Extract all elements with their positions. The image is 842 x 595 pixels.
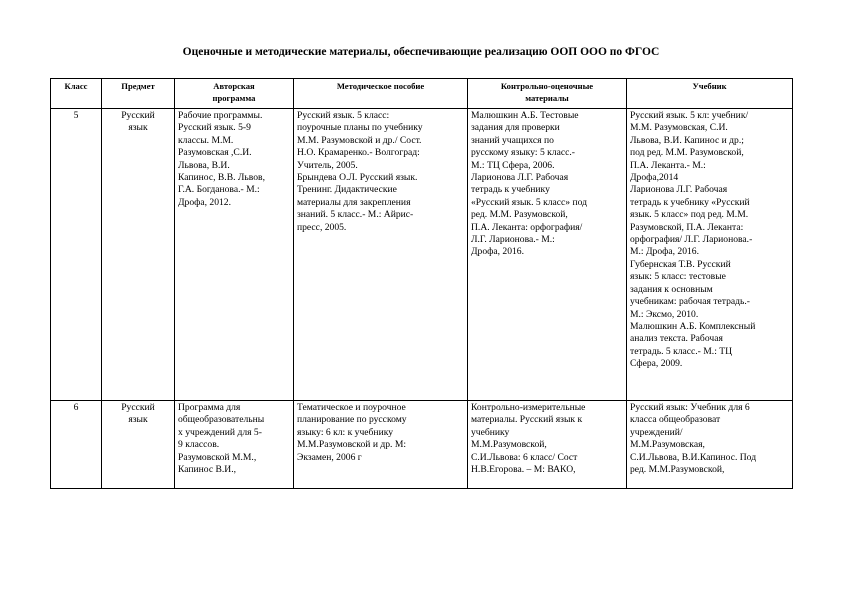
- text-line: учреждений/: [630, 426, 683, 438]
- text-line: русскому языку: 5 класс.-: [471, 147, 575, 159]
- text-line: материалы: [525, 93, 569, 103]
- cell-method: [294, 401, 468, 489]
- text-line: знаний учащихся по: [471, 134, 554, 146]
- text-line: пресс, 2005.: [297, 221, 347, 233]
- text-line: 9 классов.: [178, 439, 220, 451]
- text-line: Малюшкин А.Б. Тестовые: [471, 110, 579, 121]
- cell-control: [468, 109, 627, 401]
- text-line: «Русский язык. 5 класс» под: [471, 196, 588, 208]
- text-line: Русский язык. 5-9: [178, 122, 251, 134]
- text-line: Класс: [64, 81, 88, 91]
- text-line: Губернская Т.В. Русский: [630, 258, 731, 270]
- text-line: Учебник: [692, 81, 727, 91]
- header-method: [294, 79, 468, 109]
- text-line: Капинос В.И.,: [178, 464, 237, 476]
- text-line: анализ текста. Рабочая: [630, 333, 723, 345]
- text-line: Разумовской М.М.,: [178, 451, 257, 463]
- cell-grade: 5: [51, 109, 102, 401]
- cell-control: [468, 401, 627, 489]
- text-line: Н.В.Егорова. – М: ВАКО,: [471, 464, 576, 476]
- text-line: М.М. Разумовской и др./ Сост.: [297, 134, 422, 146]
- header-textbook: [627, 79, 793, 109]
- text-line: классы. М.М.: [178, 134, 234, 146]
- cell-subject: [102, 109, 175, 401]
- text-line: Контрольно-измерительные: [471, 402, 586, 413]
- text-line: М.М.Разумовская,: [630, 439, 705, 451]
- text-line: Львова, В.И.: [178, 159, 230, 171]
- text-line: М.М. Разумовская, С.И.: [630, 122, 728, 134]
- text-line: материалы. Русский язык к: [471, 414, 583, 426]
- text-line: П.А. Леканта: орфография/: [471, 221, 583, 233]
- text-line: Дрофа, 2016.: [471, 246, 524, 258]
- text-line: учебнику: [471, 426, 510, 438]
- text-line: П.А. Леканта.- М.:: [630, 159, 706, 171]
- text-line: Брындева О.Л. Русский язык.: [297, 172, 418, 184]
- text-line: орфография/ Л.Г. Ларионова.-: [630, 234, 753, 246]
- text-line: Г.А. Богданова.- М.:: [178, 184, 260, 196]
- text-line: Тренинг. Дидактические: [297, 184, 397, 196]
- text-line: планирование по русскому: [297, 414, 407, 426]
- text-line: Экзамен, 2006 г: [297, 451, 362, 463]
- text-line: учебникам: рабочая тетрадь.-: [630, 296, 750, 308]
- text-line: знаний. 5 класс.- М.: Айрис-: [297, 209, 414, 221]
- text-line: общеобразовательны: [178, 414, 265, 426]
- cell-program: [175, 401, 294, 489]
- text-line: поурочные планы по учебнику: [297, 122, 423, 134]
- text-line: х учреждений для 5-: [178, 426, 262, 438]
- text-line: язык: 5 класс: тестовые: [630, 271, 726, 283]
- table-header-row: [51, 79, 793, 109]
- text-line: Программа для: [178, 402, 241, 413]
- text-line: язык: [128, 414, 148, 426]
- text-line: Разумовская ,С.И.: [178, 147, 252, 159]
- cell-program: [175, 109, 294, 401]
- text-line: Разумовской, П.А. Леканта:: [630, 221, 744, 233]
- text-line: Дрофа, 2012.: [178, 196, 231, 208]
- text-line: М.М.Разумовской и др. М:: [297, 439, 407, 451]
- text-line: Русский: [121, 402, 155, 413]
- text-line: Сфера, 2009.: [630, 358, 683, 370]
- text-line: программа: [212, 93, 256, 103]
- text-line: С.И.Львова: 6 класс/ Сост: [471, 451, 578, 463]
- cell-textbook: [627, 401, 793, 489]
- text-line: тетрадь к учебнику «Русский: [630, 196, 750, 208]
- text-line: Русский: [121, 110, 155, 121]
- text-line: М.М.Разумовской,: [471, 439, 547, 451]
- text-line: под ред. М.М. Разумовской,: [630, 147, 744, 159]
- table-row: [51, 401, 793, 489]
- text-line: Методическое пособие: [336, 81, 425, 91]
- text-line: Предмет: [121, 81, 155, 91]
- materials-table: [50, 78, 793, 489]
- header-grade: [51, 79, 102, 109]
- text-line: язык. 5 класс» под ред. М.М.: [630, 209, 749, 221]
- cell-method: [294, 109, 468, 401]
- text-line: Н.О. Крамаренко.- Волгоград:: [297, 147, 420, 159]
- cell-grade: 6: [51, 401, 102, 489]
- text-line: Русский язык: Учебник для 6: [630, 402, 750, 413]
- text-line: класса общеобразоват: [630, 414, 721, 426]
- table-row: [51, 109, 793, 401]
- text-line: Авторская: [213, 81, 255, 91]
- text-line: тетрадь к учебнику: [471, 184, 550, 196]
- text-line: Дрофа,2014: [630, 172, 679, 184]
- text-line: материалы для закрепления: [297, 196, 411, 208]
- text-line: Русский язык. 5 кл: учебник/: [630, 110, 749, 121]
- text-line: Контрольно-оценочные: [500, 81, 594, 91]
- text-line: Львова, В.И. Капинос и др.;: [630, 134, 744, 146]
- text-line: М.: ТЦ Сфера, 2006.: [471, 159, 555, 171]
- text-line: М.: Дрофа, 2016.: [630, 246, 699, 258]
- text-line: языку: 6 кл: к учебнику: [297, 426, 394, 438]
- text-line: Малюшкин А.Б. Комплексный: [630, 320, 756, 332]
- text-line: язык: [128, 122, 148, 134]
- text-line: Тематическое и поурочное: [297, 402, 406, 413]
- text-line: С.И.Львова, В.И.Капинос. Под: [630, 451, 757, 463]
- header-control: [468, 79, 627, 109]
- text-line: Ларионова Л.Г. Рабочая: [471, 172, 569, 184]
- text-line: Учитель, 2005.: [297, 159, 358, 171]
- text-line: Л.Г. Ларионова.- М.:: [471, 234, 555, 246]
- text-line: Ларионова Л.Г. Рабочая: [630, 184, 728, 196]
- cell-textbook: [627, 109, 793, 401]
- page-title: Оценочные и методические материалы, обеспечивающие реализацию ООП ООО по ФГОС: [182, 46, 660, 58]
- header-program: [175, 79, 294, 109]
- text-line: задания для проверки: [471, 122, 560, 134]
- text-line: Рабочие программы.: [178, 110, 263, 121]
- text-line: Капинос, В.В. Львов,: [178, 172, 265, 184]
- text-line: задания к основным: [630, 283, 713, 295]
- text-line: М.: Эксмо, 2010.: [630, 308, 699, 320]
- text-line: ред. М.М. Разумовской,: [471, 209, 568, 221]
- text-line: тетрадь. 5 класс.- М.: ТЦ: [630, 345, 733, 357]
- cell-subject: [102, 401, 175, 489]
- text-line: ред. М.М.Разумовской,: [630, 464, 725, 476]
- header-subject: [102, 79, 175, 109]
- text-line: Русский язык. 5 класс:: [297, 110, 390, 121]
